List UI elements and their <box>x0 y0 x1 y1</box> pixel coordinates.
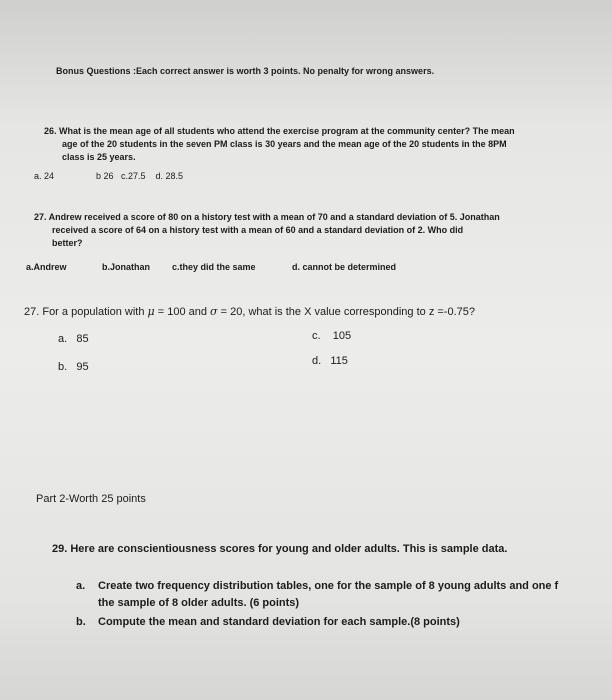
q29a-line1: Create two frequency distribution tables, one for the sample of 8 young adults and one f <box>98 580 559 592</box>
q27a-option-c: c.they did the same <box>172 262 256 272</box>
q27a-line1: 27. Andrew received a score of 80 on a history test with a mean of 70 and a standard deviation of 5. Jonathan <box>34 212 500 222</box>
q27b-option-c: c. 105 <box>312 330 352 342</box>
q29a-line2: the sample of 8 older adults. (6 points) <box>98 597 300 609</box>
part2-heading: Part 2-Worth 25 points <box>36 493 146 505</box>
q29-sample-word: sample <box>440 543 479 555</box>
q27a-line2: received a score of 64 on a history test with a mean of 60 and a standard deviation of 2. Who did <box>52 225 464 235</box>
sigma-symbol: σ <box>210 305 218 318</box>
mu-symbol: μ <box>147 305 155 318</box>
q29a-label: a. <box>76 580 86 592</box>
q27a-option-b: b.Jonathan <box>102 262 151 272</box>
q29b-label: b. <box>76 616 86 628</box>
q27a-option-a: a.Andrew <box>26 262 67 272</box>
q29-line1-pre: 29. Here are conscientiousness scores for young and older adults. This is <box>52 543 441 555</box>
q27b-text-mid: = 100 and <box>154 306 211 318</box>
q27a-option-d: d. cannot be determined <box>292 262 397 272</box>
q29b-line1: Compute the mean and standard deviation for each sample.(8 points) <box>98 616 460 628</box>
q27b-option-a: a. 85 <box>58 333 89 345</box>
bonus-header: Bonus Questions :Each correct answer is worth 3 points. No penalty for wrong answers. <box>56 66 435 76</box>
q26-line3: class is 25 years. <box>62 152 136 162</box>
q26-line2: age of the 20 students in the seven PM class is 30 years and the mean age of the 20 students in the 8PM <box>62 139 507 149</box>
q26-option-a: a. 24 <box>34 171 55 181</box>
q29-line1 <box>52 543 507 555</box>
q27b-question <box>24 305 475 318</box>
q27a-line3: better? <box>52 238 83 248</box>
q27b-text-post: = 20, what is the X value corresponding to z =-0.75? <box>217 306 475 318</box>
q26-line1: 26. What is the mean age of all students who attend the exercise program at the community center? The mean <box>44 126 515 136</box>
q26-options-bcd: b 26 c.27.5 d. 28.5 <box>96 171 184 181</box>
q27b-option-b: b. 95 <box>58 361 89 373</box>
q29-line1-post: data. <box>478 543 508 555</box>
q27b-option-d: d. 115 <box>312 355 348 367</box>
q27b-text-pre: 27. For a population with <box>24 306 148 318</box>
